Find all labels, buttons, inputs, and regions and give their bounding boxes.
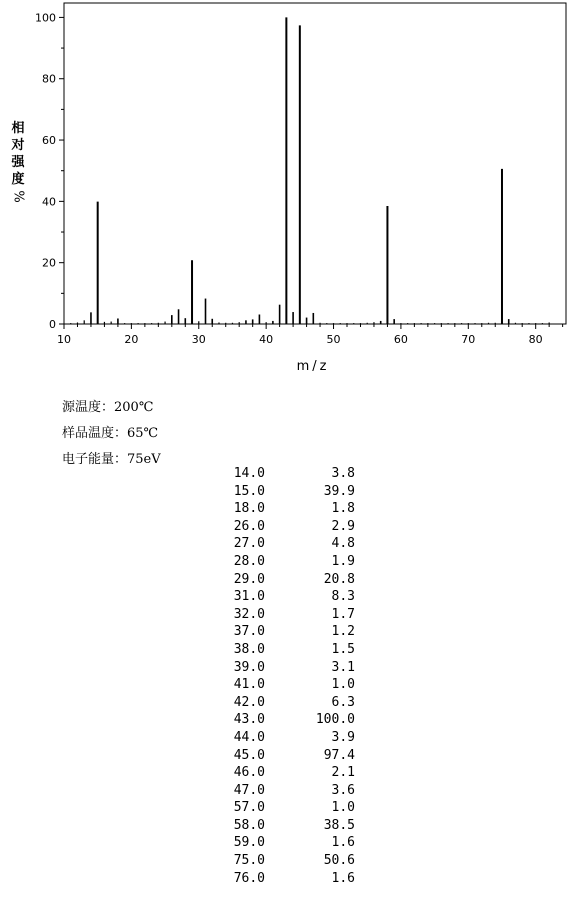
electron-energy: 电子能量：75eV: [62, 452, 161, 467]
peak-abundance: 2.1: [331, 765, 355, 781]
peak-mz: 28.0: [233, 553, 265, 569]
peak-abundance: 38.5: [323, 817, 355, 833]
peak-mz: 45.0: [233, 747, 265, 763]
source-temperature: 源温度：200℃: [62, 400, 154, 415]
peak-mz: 26.0: [233, 518, 265, 534]
sample-temperature: 样品温度：65℃: [62, 426, 159, 441]
peak-row: [225, 641, 355, 659]
peak-abundance: 3.8: [331, 466, 355, 481]
x-axis-label: m/z: [296, 359, 330, 374]
peak-mz: 38.0: [233, 641, 265, 657]
y-tick-label: 0: [49, 318, 56, 331]
x-tick-label: 30: [191, 333, 206, 346]
peak-mz: 59.0: [233, 835, 265, 851]
y-tick-label: 20: [42, 256, 56, 270]
peak-row: [225, 729, 355, 747]
peak-row: [225, 834, 355, 852]
peak-abundance: 3.6: [331, 782, 355, 798]
peak-abundance: 1.2: [331, 624, 355, 640]
y-axis-label-char: 度: [11, 172, 25, 187]
peak-mz: 58.0: [233, 817, 265, 833]
x-tick-label: 10: [57, 333, 71, 346]
peak-abundance: 1.8: [331, 501, 355, 517]
peak-row: [225, 817, 355, 835]
peak-abundance: 1.6: [331, 870, 355, 886]
peak-abundance: 1.6: [331, 835, 355, 851]
peak-mz: 41.0: [233, 677, 265, 693]
peak-abundance: 100.0: [315, 712, 355, 728]
peak-row: [225, 571, 355, 589]
peak-mz: 57.0: [233, 800, 265, 816]
peak-abundance: 39.9: [323, 483, 355, 499]
x-tick-label: 50: [326, 333, 341, 346]
peak-row: [225, 852, 355, 870]
mass-spectrum-chart: [0, 0, 570, 380]
peak-row: [225, 659, 355, 677]
peak-mz: 27.0: [233, 536, 265, 552]
peak-mz: 18.0: [233, 501, 265, 517]
peak-abundance: 1.5: [331, 641, 355, 657]
peak-abundance: 20.8: [323, 571, 355, 587]
x-tick-label: 70: [461, 333, 476, 346]
peak-row: [225, 553, 355, 571]
plot-frame: [64, 3, 566, 324]
y-axis-label-char: 强: [11, 155, 25, 170]
y-axis-label-char: 相: [11, 121, 25, 136]
peak-abundance: 4.8: [331, 536, 355, 552]
peak-mz: 32.0: [233, 606, 265, 622]
y-tick-label: 100: [35, 11, 56, 25]
peak-mz: 75.0: [233, 853, 265, 869]
peak-abundance: 8.3: [331, 589, 355, 605]
peak-mz: 76.0: [233, 870, 265, 886]
peak-abundance: 3.1: [331, 659, 355, 675]
peak-row: [225, 535, 355, 553]
peak-row: [225, 483, 355, 501]
peak-mz: 42.0: [233, 694, 265, 710]
y-tick-label: 40: [42, 195, 56, 209]
peak-mz: 47.0: [233, 782, 265, 798]
peak-row: [225, 747, 355, 765]
peak-row: [225, 676, 355, 694]
peak-mz: 39.0: [233, 659, 265, 675]
x-tick-label: 20: [124, 333, 139, 346]
peak-abundance: 2.9: [331, 518, 355, 534]
peak-mz: 43.0: [233, 712, 265, 728]
y-tick-label: 80: [42, 72, 56, 86]
y-axis-unit: %: [10, 190, 26, 203]
peak-abundance: 50.6: [323, 853, 355, 869]
peak-mz: 44.0: [233, 729, 265, 745]
peak-abundance: 6.3: [331, 694, 355, 710]
peak-row: [225, 500, 355, 518]
peak-mz: 31.0: [233, 589, 265, 605]
x-tick-label: 40: [259, 333, 274, 346]
peak-table: [225, 465, 355, 887]
peak-row: [225, 764, 355, 782]
peak-abundance: 1.0: [331, 677, 355, 693]
y-tick-label: 60: [42, 134, 56, 148]
x-tick-label: 80: [528, 333, 543, 346]
peak-row: [225, 588, 355, 606]
peak-row: [225, 623, 355, 641]
peak-row: [225, 799, 355, 817]
peak-abundance: 3.9: [331, 729, 355, 745]
x-tick-label: 60: [393, 333, 408, 346]
peak-abundance: 1.0: [331, 800, 355, 816]
peak-row: [225, 870, 355, 888]
peak-row: [225, 711, 355, 729]
y-axis-label-char: 对: [11, 138, 25, 153]
peak-mz: 15.0: [233, 483, 265, 499]
peak-row: [225, 606, 355, 624]
peak-abundance: 1.7: [331, 606, 355, 622]
peak-mz: 29.0: [233, 571, 265, 587]
peak-mz: 46.0: [233, 765, 265, 781]
peak-abundance: 97.4: [323, 747, 355, 763]
y-axis-label: [10, 120, 26, 205]
peak-mz: 14.0: [233, 466, 265, 481]
peak-abundance: 1.9: [331, 553, 355, 569]
peak-row: [225, 518, 355, 536]
peak-row: [225, 465, 355, 483]
peak-row: [225, 694, 355, 712]
peak-mz: 37.0: [233, 624, 265, 640]
peak-row: [225, 782, 355, 800]
